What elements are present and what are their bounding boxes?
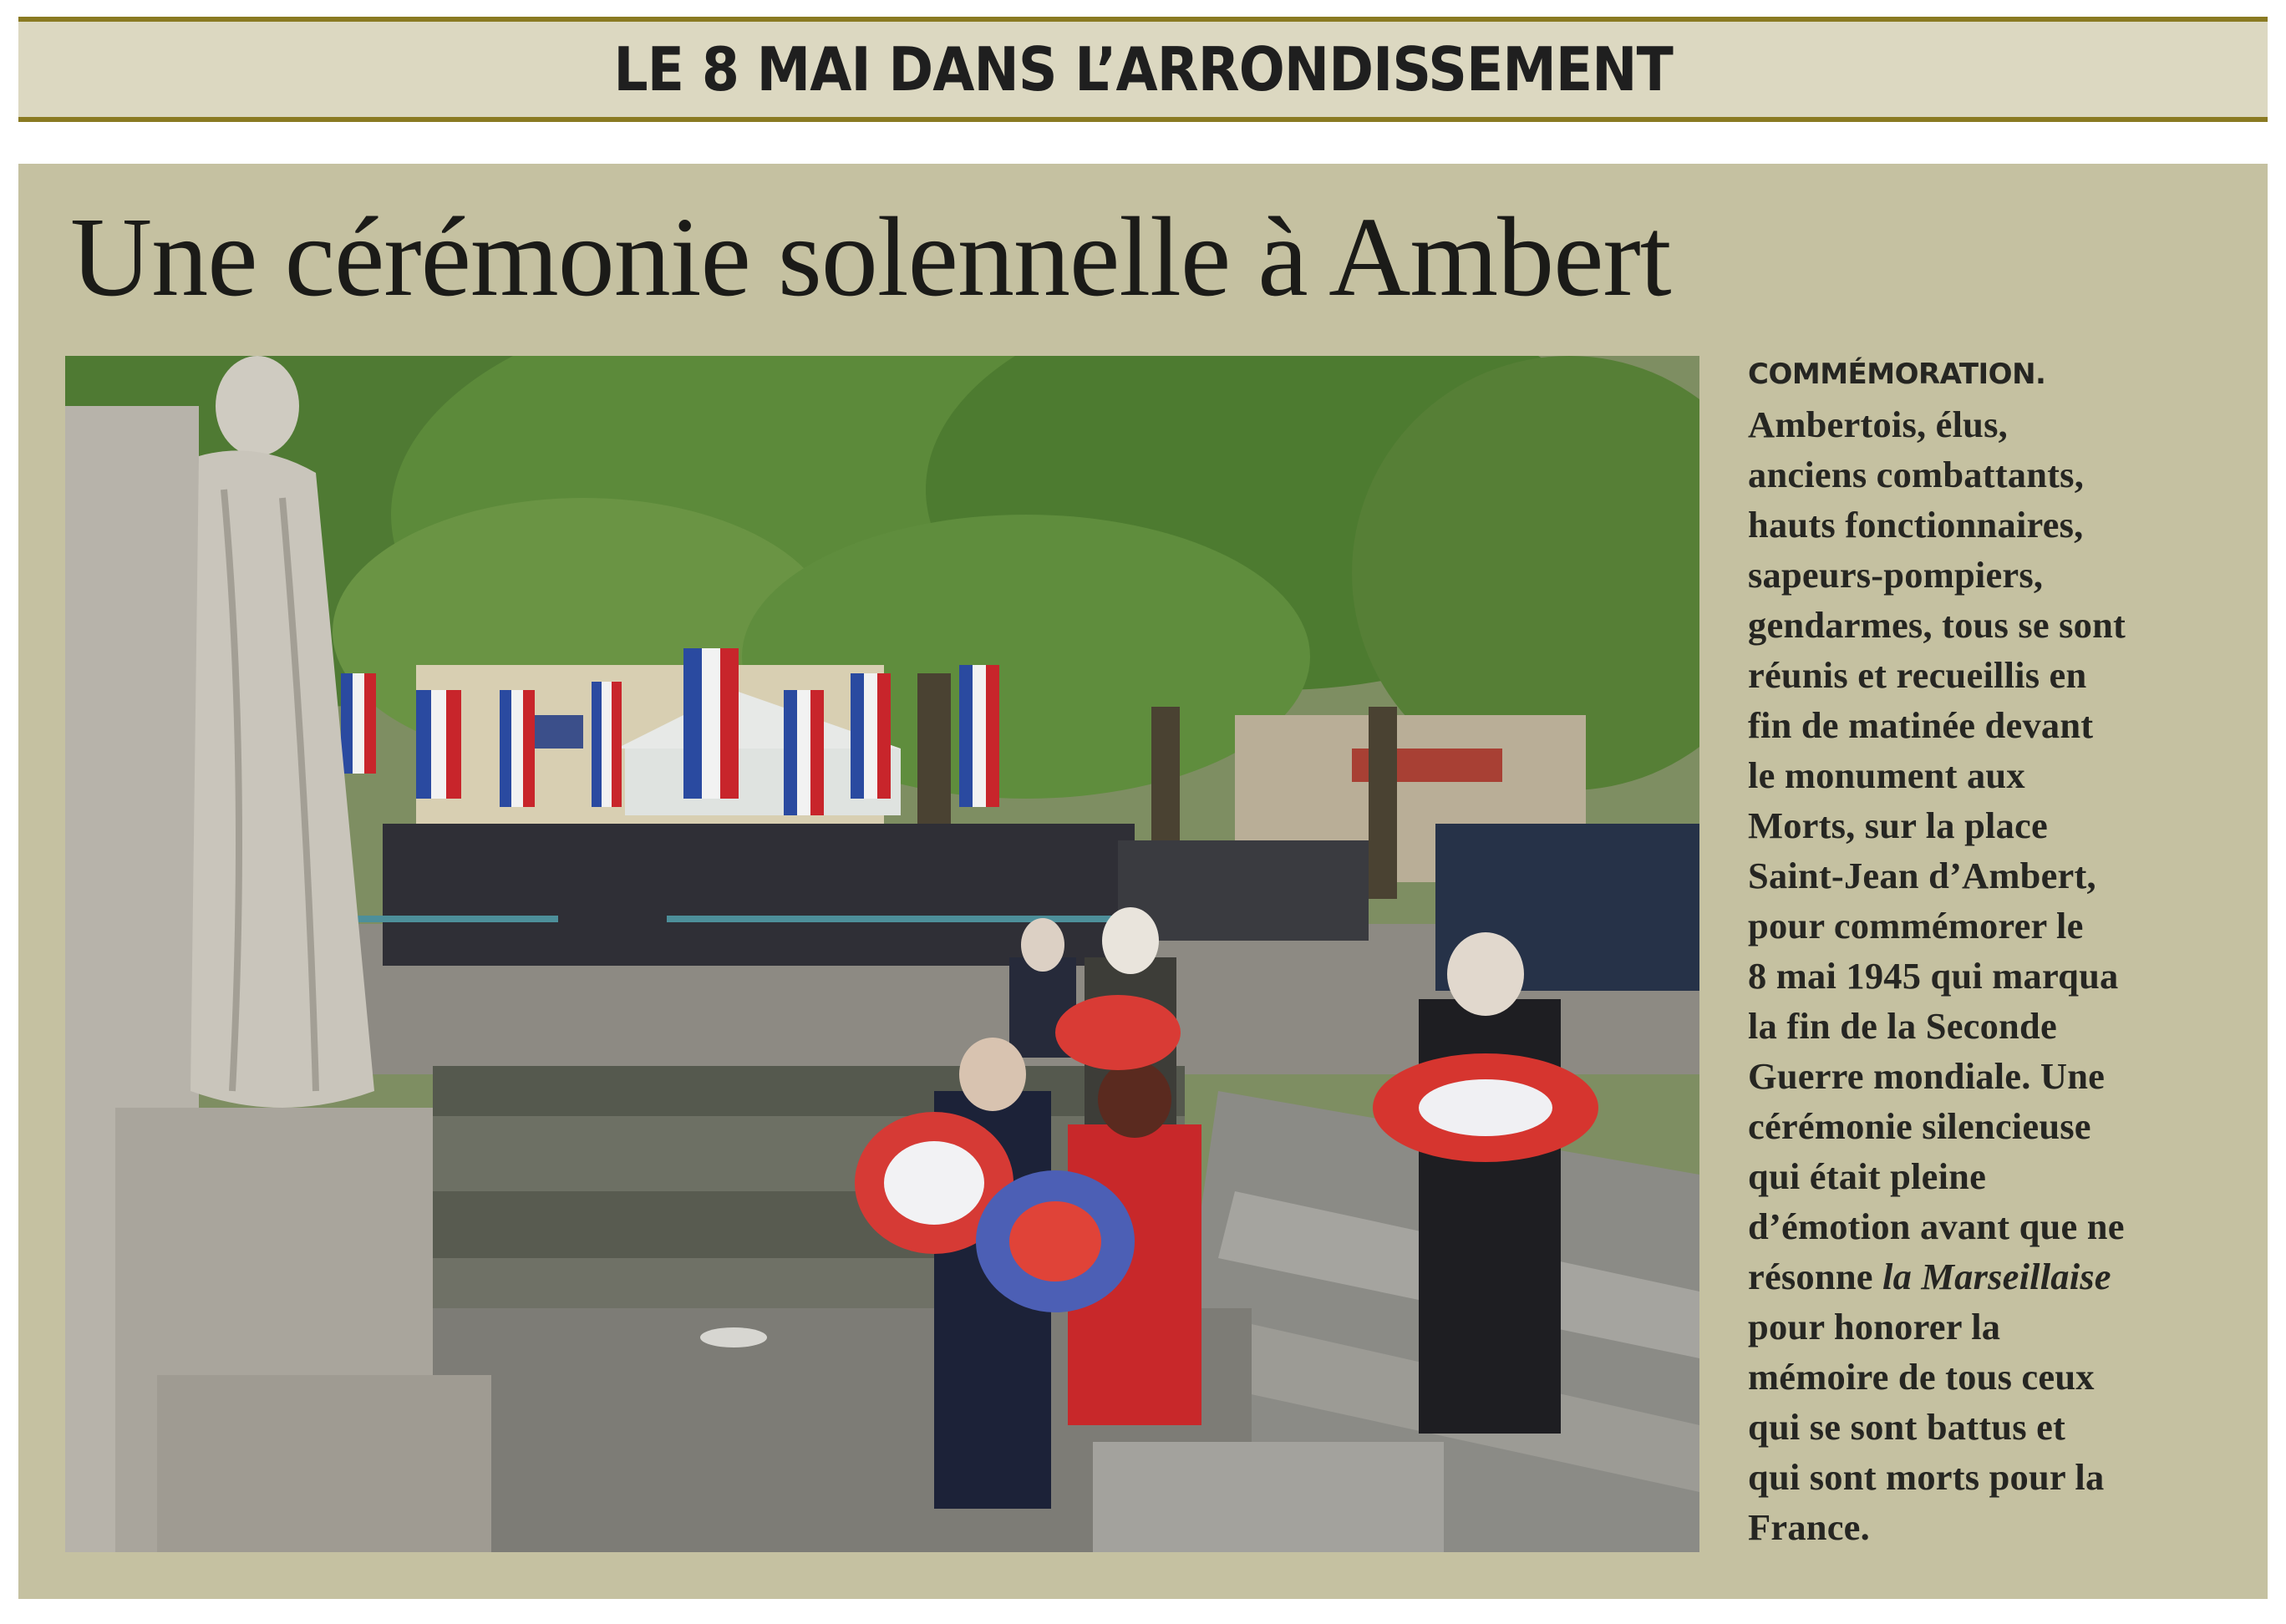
article-kicker: COMMÉMORATION.	[1748, 358, 2046, 391]
body-line: pour commémorer le	[1748, 905, 2084, 946]
body-line: Guerre mondiale. Une	[1748, 1055, 2106, 1097]
body-line: fin de matinée devant	[1748, 704, 2094, 746]
body-line: cérémonie silencieuse	[1748, 1105, 2091, 1147]
body-line: mémoire de tous ceux	[1748, 1356, 2095, 1398]
article	[18, 164, 2268, 1599]
body-line: d’émotion avant que ne	[1748, 1205, 2125, 1247]
body-line: Saint-Jean d’Ambert,	[1748, 855, 2096, 896]
body-line: France.	[1748, 1506, 1870, 1548]
body-line-prefix: résonne	[1748, 1256, 1883, 1297]
body-line: Morts, sur la place	[1748, 804, 2048, 846]
body-line: qui se sont battus et	[1748, 1406, 2066, 1448]
body-line: gendarmes, tous se sont	[1748, 604, 2126, 646]
body-line: hauts fonctionnaires,	[1748, 504, 2084, 546]
marseillaise-title: la Marseillaise	[1882, 1256, 2111, 1297]
body-line: pour honorer la	[1748, 1306, 2001, 1347]
article-body	[1748, 349, 2258, 1552]
body-line: le monument aux	[1748, 754, 2025, 796]
body-line: 8 mai 1945 qui marqua	[1748, 955, 2119, 997]
section-banner-title: LE 8 MAI DANS L’ARRONDISSEMENT	[613, 34, 1673, 104]
body-line: anciens combattants,	[1748, 454, 2085, 495]
body-line: réunis et recueillis en	[1748, 654, 2087, 696]
body-line: qui sont morts pour la	[1748, 1456, 2105, 1498]
article-headline: Une cérémonie solennelle à Ambert	[70, 195, 1671, 320]
section-banner	[18, 17, 2268, 122]
body-line: la fin de la Seconde	[1748, 1005, 2057, 1047]
body-line-marseillaise	[1748, 1251, 2258, 1302]
body-line: Ambertois, élus,	[1748, 403, 2008, 445]
ceremony-photo	[65, 356, 1699, 1552]
body-line: sapeurs-pompiers,	[1748, 554, 2044, 596]
body-line: qui était pleine	[1748, 1155, 1987, 1197]
